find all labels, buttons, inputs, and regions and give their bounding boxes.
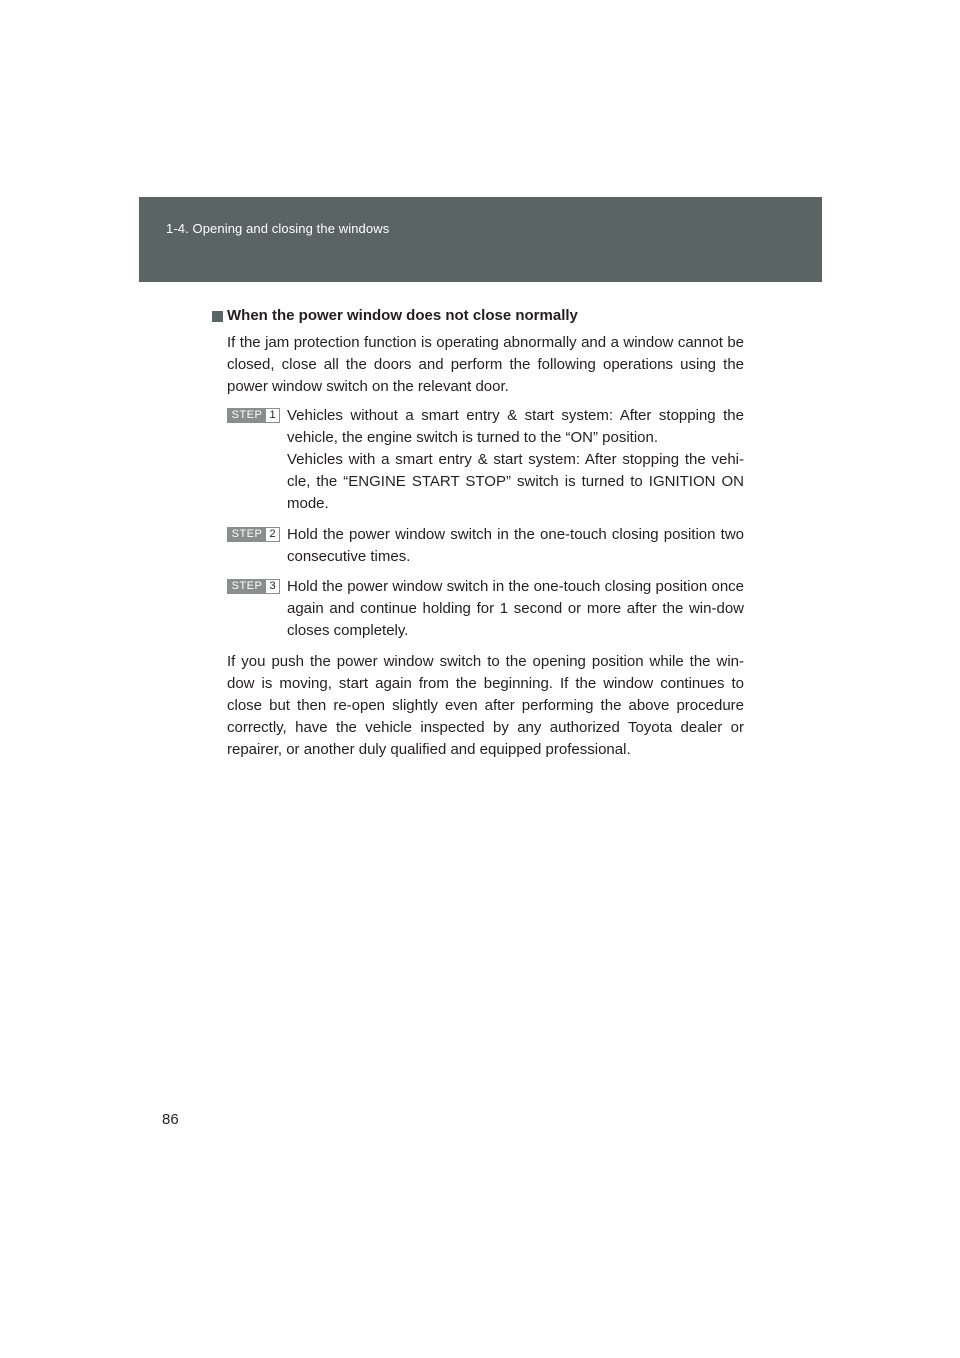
step-3-line-1: Hold the power window switch in the one-touch closing position once again and continue holding for 1 second or more after the win-dow closes completely. (287, 578, 744, 640)
step-1-text (287, 405, 744, 516)
section-title: 1-4. Opening and closing the windows (166, 221, 390, 236)
page-number: 86 (162, 1111, 179, 1128)
step-number: 1 (266, 409, 279, 422)
step-3 (227, 576, 744, 643)
step-label: STEP (228, 580, 266, 593)
step-number: 3 (266, 580, 279, 593)
section-header-band (139, 197, 822, 282)
step-2 (227, 524, 744, 568)
step-1-line-1: Vehicles without a smart entry & start system: After stopping the vehicle, the engine switch is turned to the “ON” position. (287, 406, 744, 446)
step-3-badge (227, 579, 280, 594)
step-3-text (287, 576, 744, 643)
step-2-badge (227, 527, 280, 542)
intro-paragraph: If the jam protection function is operating abnormally and a window cannot be closed, close all the doors and perform the following operations using the power window switch on the relevant door. (227, 334, 744, 396)
step-1-line-2: Vehicles with a smart entry & start system: After stopping the vehi-cle, the “ENGINE START STOP” switch is turned to IGNITION ON mode. (287, 451, 744, 513)
step-1 (227, 405, 744, 516)
step-label: STEP (228, 528, 266, 541)
step-2-text (287, 524, 744, 568)
step-2-line-1: Hold the power window switch in the one-touch closing position two consecutive times. (287, 525, 744, 565)
step-label: STEP (228, 409, 266, 422)
closing-paragraph: If you push the power window switch to the opening position while the win-dow is moving, start again from the beginning. If the window continues to close but then re-open slightly even after performing the above procedure correctly, have the vehicle inspected by any authorized Toyota dealer or repairer, or another duly qualified and equipped professional. (227, 652, 744, 759)
step-number: 2 (266, 528, 279, 541)
main-content (212, 305, 744, 762)
square-bullet-icon (212, 311, 223, 322)
subheading (212, 305, 744, 327)
step-list (227, 405, 744, 643)
subheading-text: When the power window does not close normally (227, 307, 578, 324)
step-1-badge (227, 408, 280, 423)
